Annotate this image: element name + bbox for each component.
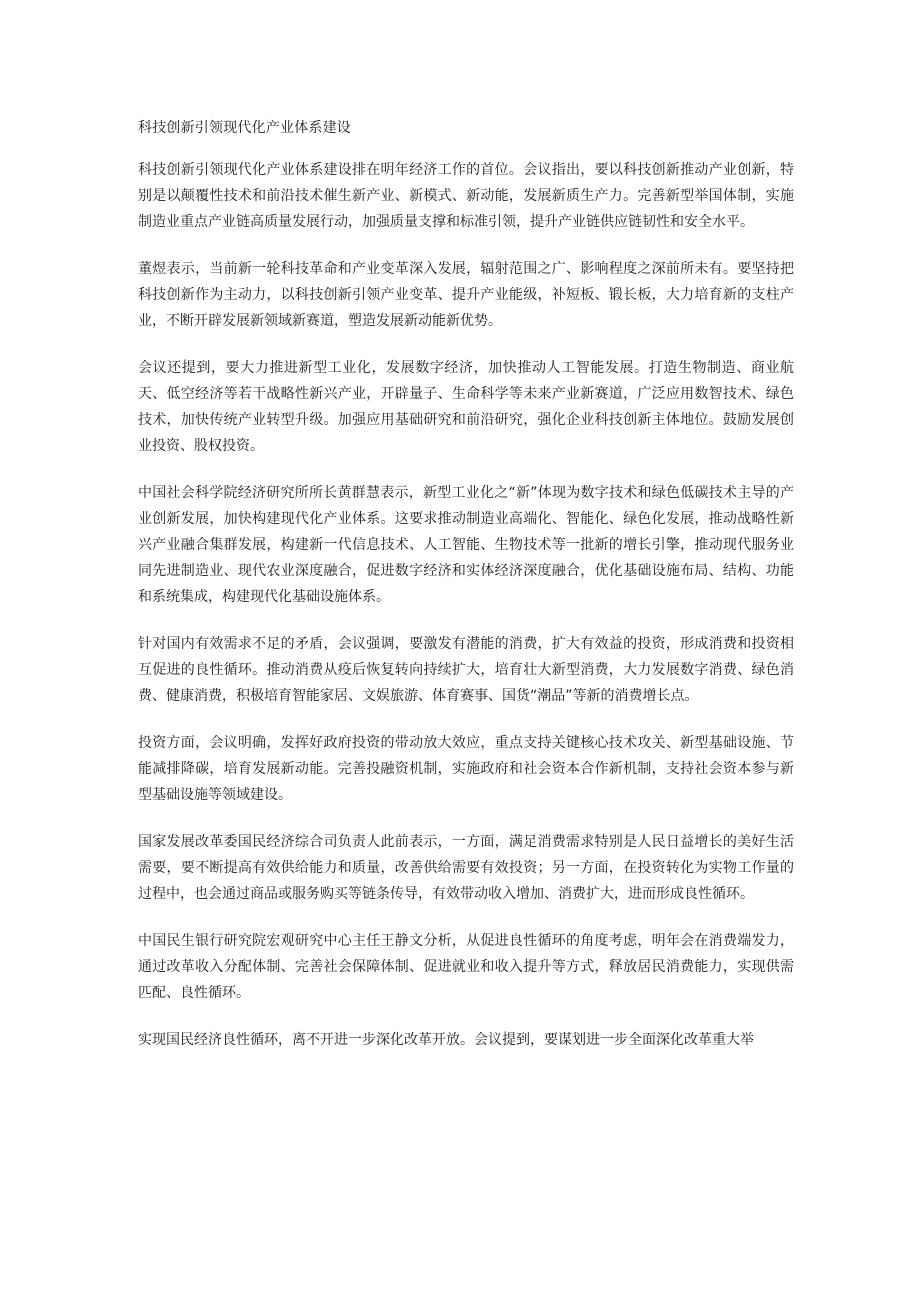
document-page [138,118,794,1074]
paragraph-3: 会议还提到，要大力推进新型工业化，发展数字经济，加快推动人工智能发展。打造生物制造、商业航天、低空经济等若干战略性新兴产业，开辟量子、生命科学等未来产业新赛道，广泛应用数智技术、绿色技术，加快传统产业转型升级。加强应用基础研究和前沿研究，强化企业科技创新主体地位。鼓励发展创业投资、股权投资。 [138,360,794,454]
paragraph-1: 科技创新引领现代化产业体系建设排在明年经济工作的首位。会议指出，要以科技创新推动产业创新，特别是以颠覆性技术和前沿技术催生新产业、新模式、新动能，发展新质生产力。完善新型举国体制，实施制造业重点产业链高质量发展行动，加强质量支撑和标准引领，提升产业链供应链韧性和安全水平。 [138,162,794,230]
document-title: 科技创新引领现代化产业体系建设 [138,120,351,136]
paragraph-7: 国家发展改革委国民经济综合司负责人此前表示，一方面，满足消费需求特别是人民日益增长的美好生活需要，要不断提高有效供给能力和质量，改善供给需要有效投资；另一方面，在投资转化为实物工作量的过程中，也会通过商品或服务购买等链条传导，有效带动收入增加、消费扩大，进而形成良性循环。 [138,834,794,902]
paragraph-8: 中国民生银行研究院宏观研究中心主任王静文分析，从促进良性循环的角度考虑，明年会在消费端发力，通过改革收入分配体制、完善社会保障体制、促进就业和收入提升等方式，释放居民消费能力，实现供需匹配、良性循环。 [138,933,794,1001]
paragraph-2: 董煜表示，当前新一轮科技革命和产业变革深入发展，辐射范围之广、影响程度之深前所未有。要坚持把科技创新作为主动力，以科技创新引领产业变革、提升产业能级，补短板、锻长板，大力培育新的支柱产业，不断开辟发展新领域新赛道，塑造发展新动能新优势。 [138,261,794,329]
paragraph-5: 针对国内有效需求不足的矛盾，会议强调，要激发有潜能的消费，扩大有效益的投资，形成消费和投资相互促进的良性循环。推动消费从疫后恢复转向持续扩大，培育壮大新型消费，大力发展数字消费、绿色消费、健康消费，积极培育智能家居、文娱旅游、体育赛事、国货“潮品”等新的消费增长点。 [138,636,794,704]
paragraph-4: 中国社会科学院经济研究所所长黄群慧表示，新型工业化之“新”体现为数字技术和绿色低碳技术主导的产业创新发展，加快构建现代化产业体系。这要求推动制造业高端化、智能化、绿色化发展，推动战略性新兴产业融合集群发展，构建新一代信息技术、人工智能、生物技术等一批新的增长引擎，推动现代服务业同先进制造业、现代农业深度融合，促进数字经济和实体经济深度融合，优化基础设施布局、结构、功能和系统集成，构建现代化基础设施体系。 [138,485,794,605]
paragraph-6: 投资方面，会议明确，发挥好政府投资的带动放大效应，重点支持关键核心技术攻关、新型基础设施、节能减排降碳，培育发展新动能。完善投融资机制，实施政府和社会资本合作新机制，支持社会资本参与新型基础设施等领域建设。 [138,735,794,803]
paragraph-9: 实现国民经济良性循环，离不开进一步深化改革开放。会议提到，要谋划进一步全面深化改革重大举 [138,1032,754,1048]
